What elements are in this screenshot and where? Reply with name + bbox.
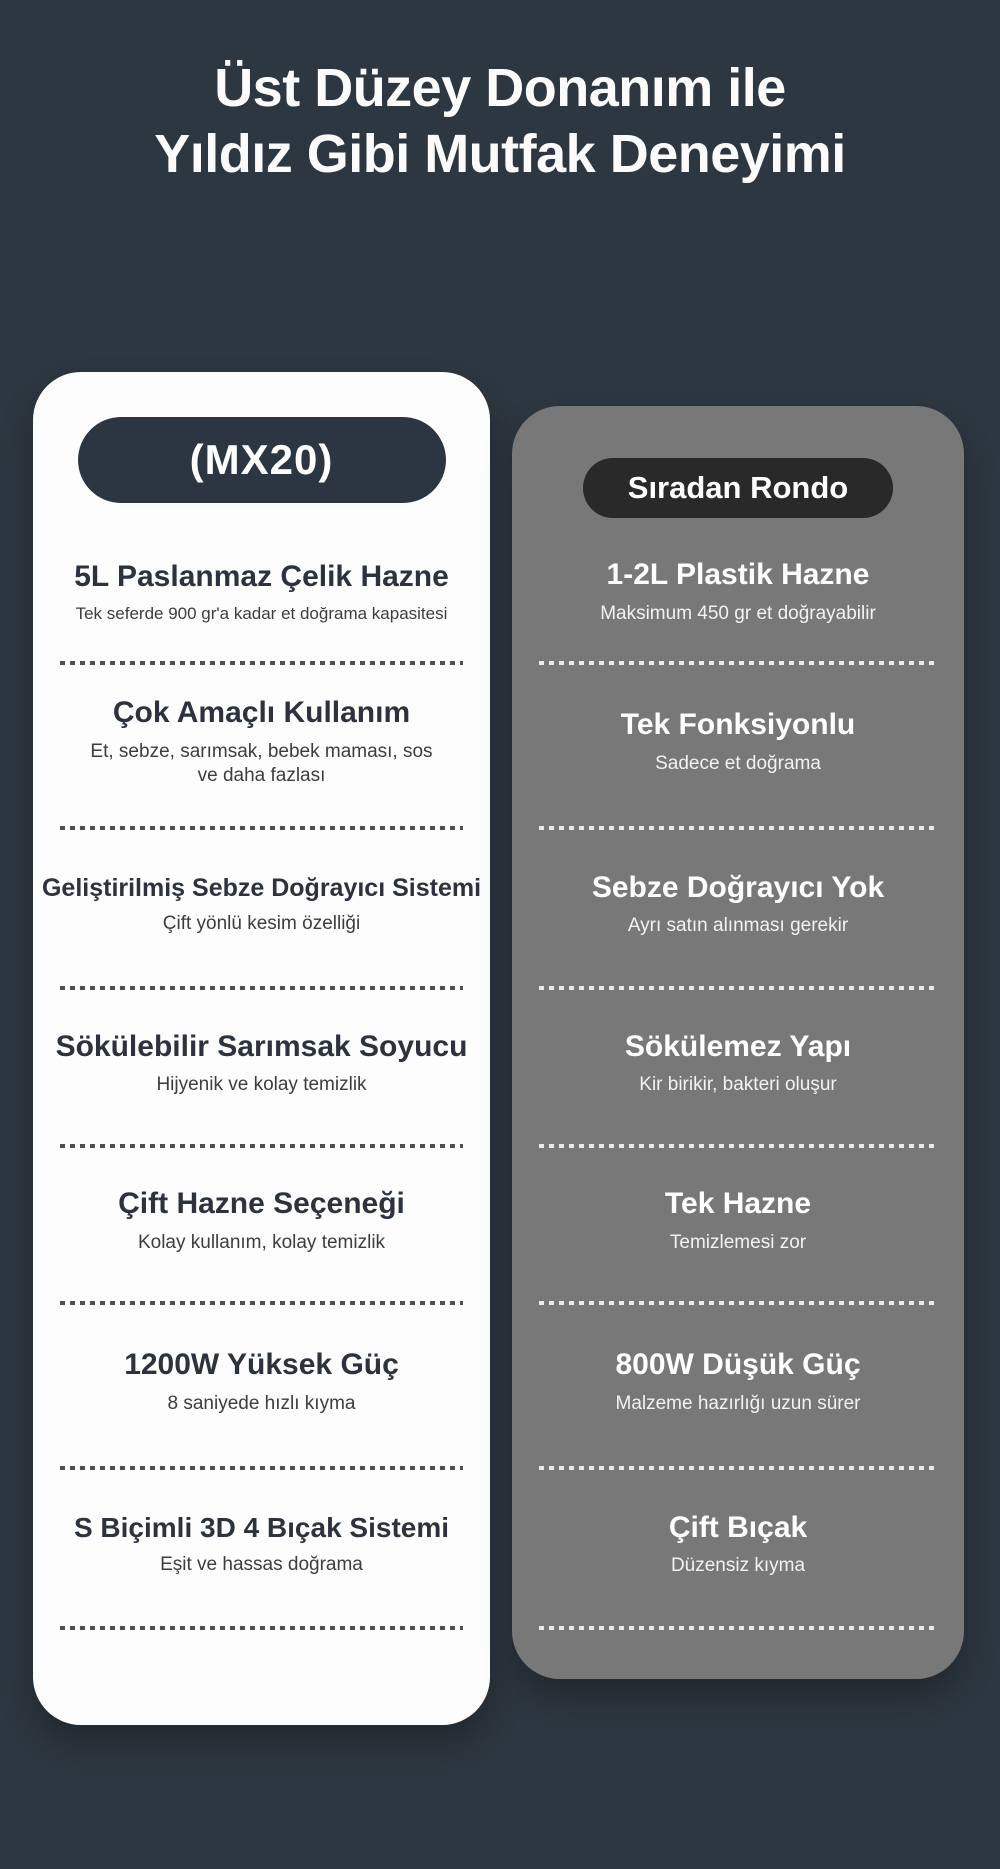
competitor-badge: Sıradan Rondo xyxy=(583,458,893,518)
page-title-line1: Üst Düzey Donanım ile xyxy=(214,58,786,118)
feature-subtitle: Tek seferde 900 gr'a kadar et doğrama kapasitesi xyxy=(75,604,448,624)
product-card-mx20 xyxy=(33,372,490,1725)
feature-row xyxy=(512,1470,964,1630)
feature-title: Çok Amaçlı Kullanım xyxy=(112,696,411,730)
feature-row xyxy=(512,530,964,665)
feature-title: Tek Fonksiyonlu xyxy=(620,708,856,742)
feature-subtitle: Et, sebze, sarımsak, bebek maması, sos ve daha fazlası xyxy=(90,740,433,787)
feature-subtitle: Hijyenik ve kolay temizlik xyxy=(156,1074,367,1096)
feature-title: Sebze Doğrayıcı Yok xyxy=(591,870,885,904)
feature-subtitle: Ayrı satın alınması gerekir xyxy=(627,915,849,937)
feature-row xyxy=(33,1305,490,1470)
feature-title: Sökülemez Yapı xyxy=(624,1029,852,1063)
page-title-line2: Yıldız Gibi Mutfak Deneyimi xyxy=(154,123,846,184)
feature-subtitle: 8 saniyede hızlı kıyma xyxy=(167,1392,356,1414)
feature-title: S Biçimli 3D 4 Bıçak Sistemi xyxy=(73,1512,450,1544)
feature-subtitle: Temizlemesi zor xyxy=(669,1231,807,1253)
feature-subtitle: Maksimum 450 gr et doğrayabilir xyxy=(600,602,876,624)
competitor-card-ordinary-chopper xyxy=(512,406,964,1679)
feature-subtitle: Çift yönlü kesim özelliği xyxy=(162,912,361,934)
feature-subtitle: Düzensiz kıyma xyxy=(670,1555,806,1577)
feature-subtitle: Sadece et doğrama xyxy=(655,752,821,774)
feature-row xyxy=(512,830,964,990)
feature-title: 1-2L Plastik Hazne xyxy=(606,558,870,592)
feature-row xyxy=(33,665,490,830)
feature-row xyxy=(33,990,490,1148)
competitor-feature-list xyxy=(512,530,964,1630)
feature-row xyxy=(512,665,964,830)
feature-row xyxy=(33,830,490,990)
feature-subtitle: Malzeme hazırlığı uzun sürer xyxy=(615,1392,861,1414)
feature-subtitle: Kir birikir, bakteri oluşur xyxy=(639,1074,837,1096)
feature-title: 1200W Yüksek Güç xyxy=(124,1348,399,1382)
feature-row xyxy=(33,1148,490,1305)
feature-title: Sökülebilir Sarımsak Soyucu xyxy=(55,1029,468,1063)
feature-title: Geliştirilmiş Sebze Doğrayıcı Sistemi xyxy=(41,873,482,902)
feature-row xyxy=(512,1305,964,1470)
product-feature-list xyxy=(33,530,490,1630)
feature-title: Tek Hazne xyxy=(664,1187,812,1221)
product-badge: (MX20) xyxy=(78,417,446,503)
page-title xyxy=(0,56,1000,188)
feature-title: 5L Paslanmaz Çelik Hazne xyxy=(74,559,449,593)
feature-row xyxy=(512,1148,964,1305)
feature-subtitle: Eşit ve hassas doğrama xyxy=(160,1554,363,1576)
feature-row xyxy=(33,530,490,665)
feature-subtitle: Kolay kullanım, kolay temizlik xyxy=(137,1231,386,1253)
feature-title: Çift Bıçak xyxy=(668,1510,808,1544)
feature-row xyxy=(33,1470,490,1630)
row-divider xyxy=(539,1626,937,1630)
feature-title: 800W Düşük Güç xyxy=(615,1348,861,1382)
row-divider xyxy=(60,1626,462,1630)
feature-title: Çift Hazne Seçeneği xyxy=(118,1187,405,1221)
feature-row xyxy=(512,990,964,1148)
